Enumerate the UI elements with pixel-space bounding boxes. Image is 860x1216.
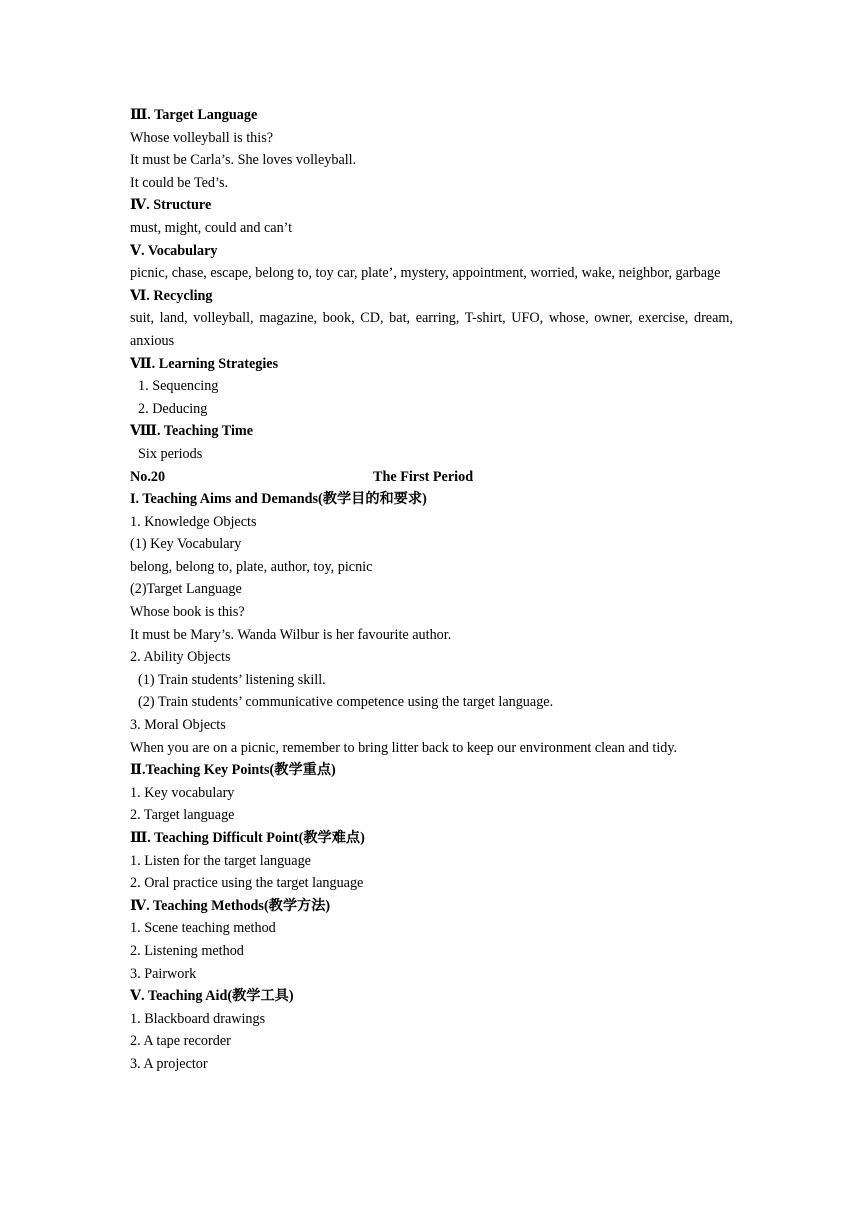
document-page	[130, 104, 733, 1076]
list-item: 1. Sequencing	[138, 378, 219, 395]
text-line: It must be Mary’s. Wanda Wilbur is her favourite author.	[130, 626, 452, 643]
text-line: 3. A projector	[130, 1055, 208, 1072]
section-block-overview	[130, 104, 733, 466]
text-line: 1. Blackboard drawings	[130, 1010, 266, 1027]
text-line: Whose volleyball is this?	[130, 129, 274, 146]
text-line: When you are on a picnic, remember to bring litter back to keep our environment clean and tidy.	[130, 739, 678, 756]
section-block-first-period	[130, 488, 733, 1075]
text-line: 2. Target language	[130, 807, 235, 824]
section-heading: Ⅳ. Teaching Methods(教学方法)	[130, 897, 331, 914]
list-item: (2) Train students’ communicative competence using the target language.	[138, 694, 554, 711]
section-heading: Ⅱ.Teaching Key Points(教学重点)	[130, 762, 336, 779]
section-heading: I. Teaching Aims and Demands(教学目的和要求)	[130, 491, 427, 508]
section-heading: Ⅷ. Teaching Time	[130, 423, 254, 440]
text-line: 3. Moral Objects	[130, 717, 226, 734]
text-line: 3. Pairwork	[130, 965, 197, 982]
paragraph: suit, land, volleyball, magazine, book, CD, bat, earring, T-shirt, UFO, whose, owner, exercise, dream, anxious	[130, 310, 733, 349]
text-line: Whose book is this?	[130, 604, 245, 621]
list-item: 2. Deducing	[138, 400, 208, 417]
text-line: 1. Listen for the target language	[130, 852, 311, 869]
period-header	[130, 466, 733, 489]
text-line: 1. Knowledge Objects	[130, 513, 257, 530]
section-heading: Ⅴ. Teaching Aid(教学工具)	[130, 988, 294, 1005]
text-line: It must be Carla’s. She loves volleyball.	[130, 152, 357, 169]
section-heading: Ⅳ. Structure	[130, 197, 212, 214]
text-line: 2. Ability Objects	[130, 649, 231, 666]
text-line: 1. Scene teaching method	[130, 920, 276, 937]
period-number: No.20	[130, 468, 166, 485]
section-heading: Ⅵ. Recycling	[130, 287, 213, 304]
text-line: 2. Listening method	[130, 942, 244, 959]
text-line: 2. Oral practice using the target language	[130, 875, 364, 892]
section-heading: Ⅶ. Learning Strategies	[130, 355, 279, 372]
paragraph: picnic, chase, escape, belong to, toy car, plate’, mystery, appointment, worried, wake, neighbor, garbage	[130, 265, 721, 282]
text-line: belong, belong to, plate, author, toy, picnic	[130, 558, 373, 575]
text-line: (1) Key Vocabulary	[130, 536, 242, 553]
section-heading: Ⅲ. Target Language	[130, 107, 258, 123]
period-title: The First Period	[373, 468, 474, 485]
text-line: (2)Target Language	[130, 581, 242, 598]
list-item: Six periods	[138, 445, 203, 462]
text-line: 2. A tape recorder	[130, 1033, 231, 1050]
section-heading: Ⅲ. Teaching Difficult Point(教学难点)	[130, 830, 365, 846]
section-heading: Ⅴ. Vocabulary	[130, 242, 218, 259]
text-line: 1. Key vocabulary	[130, 784, 235, 801]
text-line: must, might, could and can’t	[130, 219, 293, 236]
text-line: It could be Ted’s.	[130, 174, 229, 191]
list-item: (1) Train students’ listening skill.	[138, 671, 326, 688]
